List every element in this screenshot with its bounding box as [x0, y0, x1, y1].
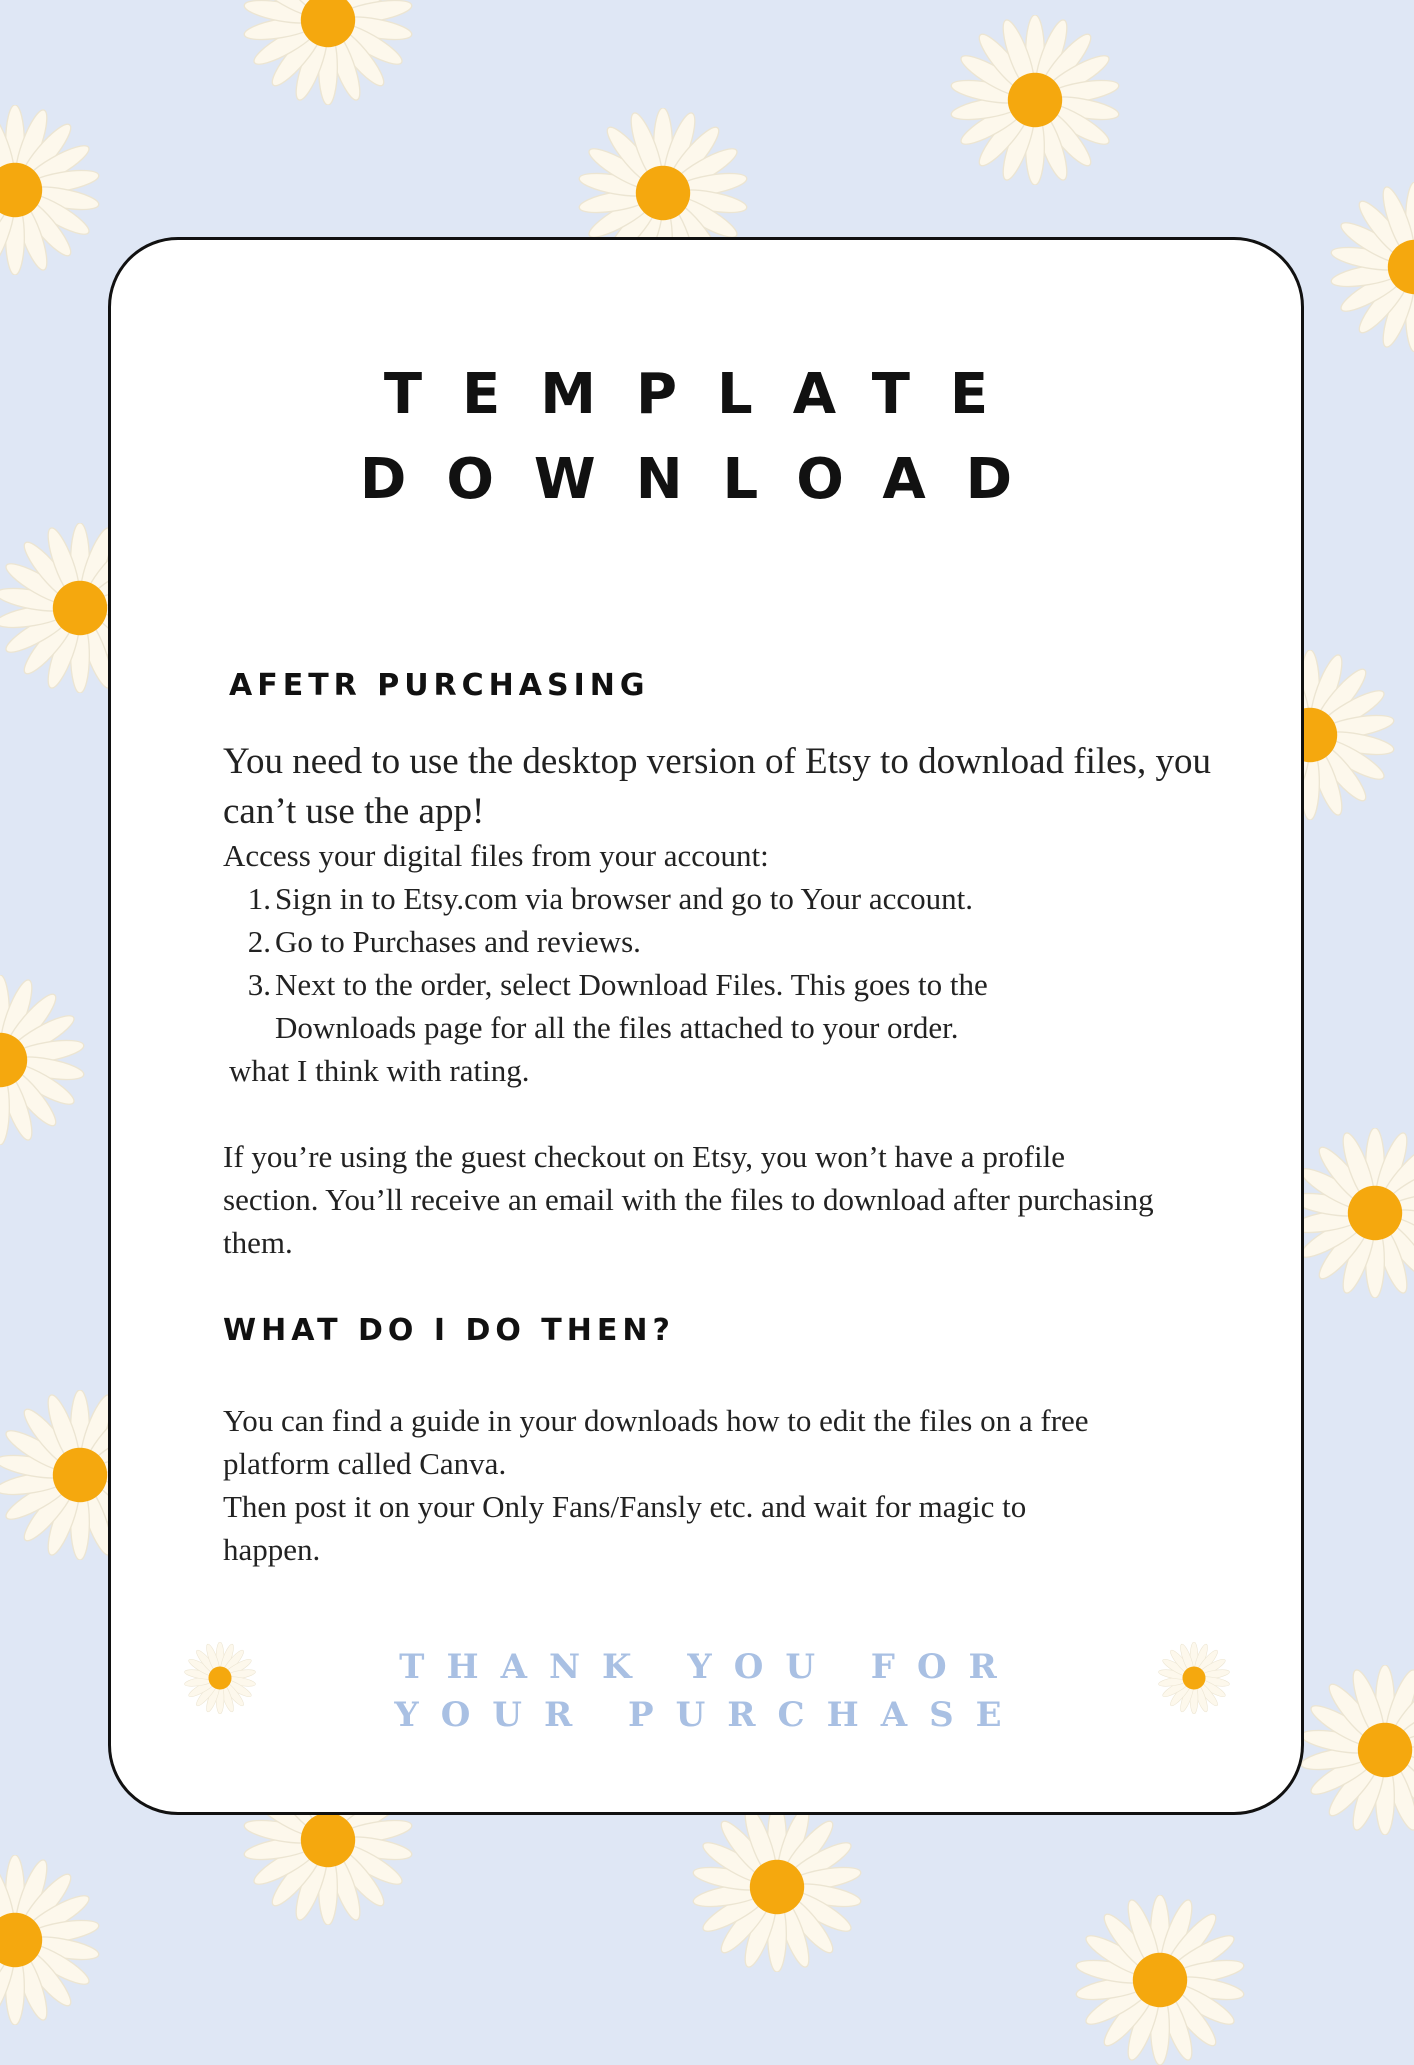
access-intro: Access your digital files from your account: [223, 838, 769, 873]
download-steps [223, 877, 1223, 1049]
guest-checkout-note: If you’re using the guest checkout on Etsy, you won’t have a profile section. You’ll receive an email with the files to download after purchasing them. [223, 1139, 1154, 1260]
post-note: Then post it on your Only Fans/Fansly etc. and wait for magic to happen. [223, 1489, 1027, 1567]
content-card [108, 237, 1304, 1815]
page-title-line1: TEMPLATE [383, 362, 1029, 427]
daisy-icon [1158, 1642, 1230, 1714]
daisy-icon [1075, 1895, 1245, 2065]
canva-guide-note: You can find a guide in your downloads how to edit the files on a free platform called Canva. [223, 1403, 1089, 1481]
daisy-icon [0, 975, 85, 1145]
desktop-note: You need to use the desktop version of Etsy to download files, you can’t use the app! [223, 741, 1211, 832]
daisy-icon [243, 0, 413, 105]
daisy-icon [950, 15, 1120, 185]
list-item: 1. Sign in to Etsy.com via browser and go to Your account. [247, 881, 973, 916]
list-item: 3. Next to the order, select Download Files. This goes to the Downloads page for all the files attached to your order. [247, 967, 988, 1045]
list-item: 2. Go to Purchases and reviews. [247, 924, 641, 959]
section-heading-next-steps: WHAT DO I DO THEN? [223, 1313, 675, 1348]
daisy-icon [1330, 182, 1414, 352]
daisy-icon [1290, 1128, 1414, 1298]
page-title-line2: DOWNLOAD [359, 447, 1053, 512]
thank-you-message: THANK YOU FOR YOUR PURCHASE [394, 1647, 1024, 1735]
daisy-icon [692, 1802, 862, 1972]
daisy-icon [1300, 1665, 1414, 1835]
daisy-icon [184, 1642, 256, 1714]
daisy-icon [0, 105, 100, 275]
rating-note: what I think with rating. [229, 1053, 530, 1088]
section-heading-purchasing: AFETR PURCHASING [229, 668, 650, 703]
